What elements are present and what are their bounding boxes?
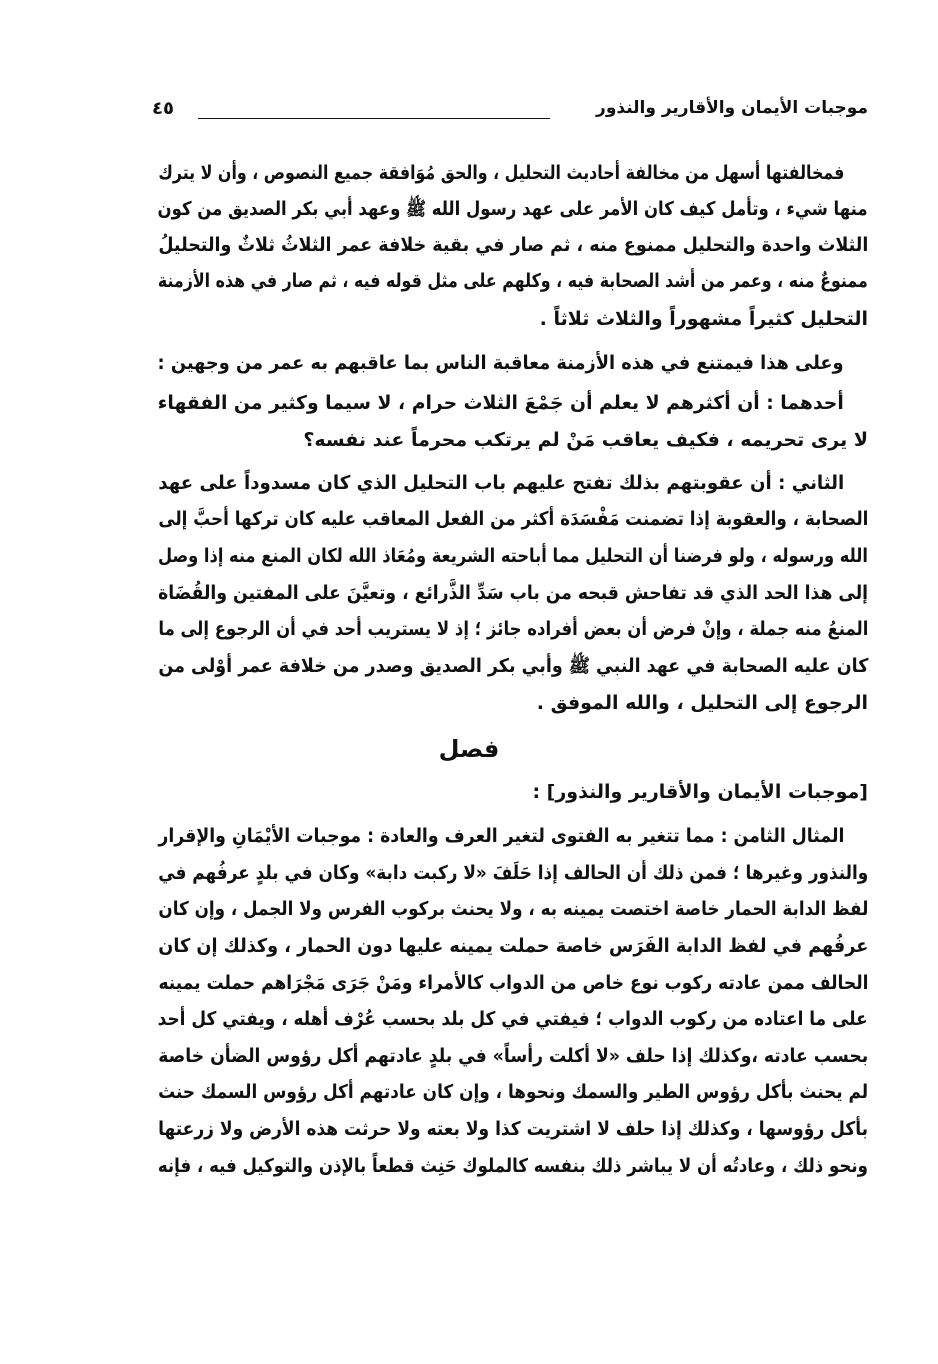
section-title: فصل xyxy=(438,735,500,763)
line-text: إلى هذا الحد الذي قد تفاحش قبحه من باب سَدِّ الذَّرائع ، وتعيَّنَ على المفتين والقُضَاة xyxy=(158,582,868,604)
paragraph-line xyxy=(158,158,868,188)
paragraph-line xyxy=(158,651,868,681)
line-text: المنعُ منه جملة ، وإنْ فرض أن بعض أفراده جائز ؛ إذ لا يستريب أحد في أن الرجوع إلى ما xyxy=(158,618,868,640)
paragraph-line xyxy=(158,1004,868,1034)
paragraph-line xyxy=(158,968,868,998)
line-text: الثلاث واحدة والتحليل ممنوع منه ، ثم صار في بقية خلافة عمر الثلاثُ ثلاثٌ والتحليلُ xyxy=(158,234,868,256)
paragraph-line xyxy=(158,304,868,334)
paragraph-line xyxy=(158,266,868,296)
line-text: فمخالفتها أسهل من مخالفة أحاديث التحليل ، والحق مُوَافقة جميع النصوص ، وأن لا يترك xyxy=(158,162,844,184)
line-text: بأكل رؤوسها ، وكذلك إذا حلف لا اشتريت كذا ولا بعته ولا حرثت هذه الأرض ولا زرعتها xyxy=(158,1118,868,1140)
line-text: الثاني : أن عقوبتهم بذلك تفتح عليهم باب التحليل الذي كان مسدوداً على عهد xyxy=(158,472,844,494)
paragraph-line xyxy=(158,688,868,718)
paragraph-line xyxy=(158,468,868,498)
paragraph-line xyxy=(158,858,868,888)
line-text: التحليل كثيراً مشهوراً والثلاث ثلاثاً . xyxy=(539,308,868,330)
line-text: الله ورسوله ، ولو فرضنا أن التحليل مما أباحته الشريعة ومُعَاذ الله لكان المنع منه إذا وصل xyxy=(158,545,868,567)
line-text: على ما اعتاده من ركوب الدواب ؛ فيفتي في كل بلد بحسب عُرْف أهله ، ويفتي كل أحد xyxy=(158,1008,868,1030)
subheading xyxy=(158,777,868,807)
line-text: بحسب عادته ،وكذلك إذا حلف «لا أكلت رأساً» في بلدٍ عادتهم أكل رؤوس الضأن خاصة xyxy=(158,1045,868,1067)
line-text: عرفُهم في لفظ الدابة الفَرَس خاصة حملت يمينه عليها دون الحمار ، وكذلك إن كان xyxy=(158,935,868,957)
paragraph-line xyxy=(158,931,868,961)
paragraph-line xyxy=(158,578,868,608)
line-text: لم يحنث بأكل رؤوس الطير والسمك ونحوها ، وإن كان عادتهم أكل رؤوس السمك حنث xyxy=(158,1081,868,1103)
paragraph-line xyxy=(158,348,868,378)
paragraph-line xyxy=(158,504,868,534)
line-text: ونحو ذلك ، وعادتُه أن لا يباشر ذلك بنفسه كالملوك حَنِث قطعاً بالإذن والتوكيل فيه ، فإنه xyxy=(158,1155,868,1177)
paragraph-line xyxy=(158,1077,868,1107)
line-text: الرجوع إلى التحليل ، والله الموفق . xyxy=(536,692,868,714)
paragraph-line xyxy=(158,425,868,455)
line-text: كان عليه الصحابة في عهد النبي ﷺ وأبي بكر الصديق وصدر من خلافة عمر أوْلى من xyxy=(158,655,868,677)
paragraph-line xyxy=(158,1151,868,1181)
paragraph-line xyxy=(158,614,868,644)
line-text: [موجبات الأيمان والأقارير والنذور] : xyxy=(532,781,868,803)
running-header-title: موجبات الأيمان والأقارير والنذور xyxy=(596,98,868,118)
line-text: والنذور وغيرها ؛ فمن ذلك أن الحالف إذا حَلَفَ «لا ركبت دابة» وكان في بلدٍ عرفُهم في xyxy=(158,862,868,884)
paragraph-line xyxy=(158,230,868,260)
paragraph-line xyxy=(158,894,868,924)
paragraph-line xyxy=(158,821,868,851)
paragraph-line xyxy=(158,1041,868,1071)
line-text: الحالف ممن عادته ركوب نوع خاص من الدواب كالأمراء ومَنْ جَرَى مَجْرَاهم حملت يمينه xyxy=(158,972,868,994)
line-text: وعلى هذا فيمتنع في هذه الأزمنة معاقبة الناس بما عاقبهم به عمر من وجهين : xyxy=(158,352,844,374)
paragraph-line xyxy=(158,541,868,571)
paragraph-line xyxy=(158,194,868,224)
page-number: ٤٥ xyxy=(152,98,174,119)
line-text: منها شيء ، وتأمل كيف كان الأمر على عهد رسول الله ﷺ وعهد أبي بكر الصديق من كون xyxy=(158,198,868,220)
line-text: المثال الثامن : مما تتغير به الفتوى لتغير العرف والعادة : موجبات الأيْمَانِ والإقرار xyxy=(158,825,844,847)
paragraph-line xyxy=(158,1114,868,1144)
line-text: أحدهما : أن أكثرهم لا يعلم أن جَمْعَ الثلاث حرام ، لا سيما وكثير من الفقهاء xyxy=(158,392,844,414)
line-text: لفظ الدابة الحمار خاصة اختصت يمينه به ، ولا يحنث بركوب الفرس ولا الجمل ، وإن كان xyxy=(158,898,868,920)
header-rule xyxy=(198,118,550,119)
paragraph-line xyxy=(158,388,868,418)
line-text: الصحابة ، والعقوبة إذا تضمنت مَفْسَدَة أكثر من الفعل المعاقب عليه كان تركها أحبَّ إلى xyxy=(158,508,868,530)
line-text: لا يرى تحريمه ، فكيف يعاقب مَنْ لم يرتكب محرماً عند نفسه؟ xyxy=(303,429,868,451)
line-text: ممنوعٌ منه ، وعمر من أشد الصحابة فيه ، وكلهم على مثل قوله فيه ، ثم صار في هذه الأزمنة xyxy=(158,270,868,292)
